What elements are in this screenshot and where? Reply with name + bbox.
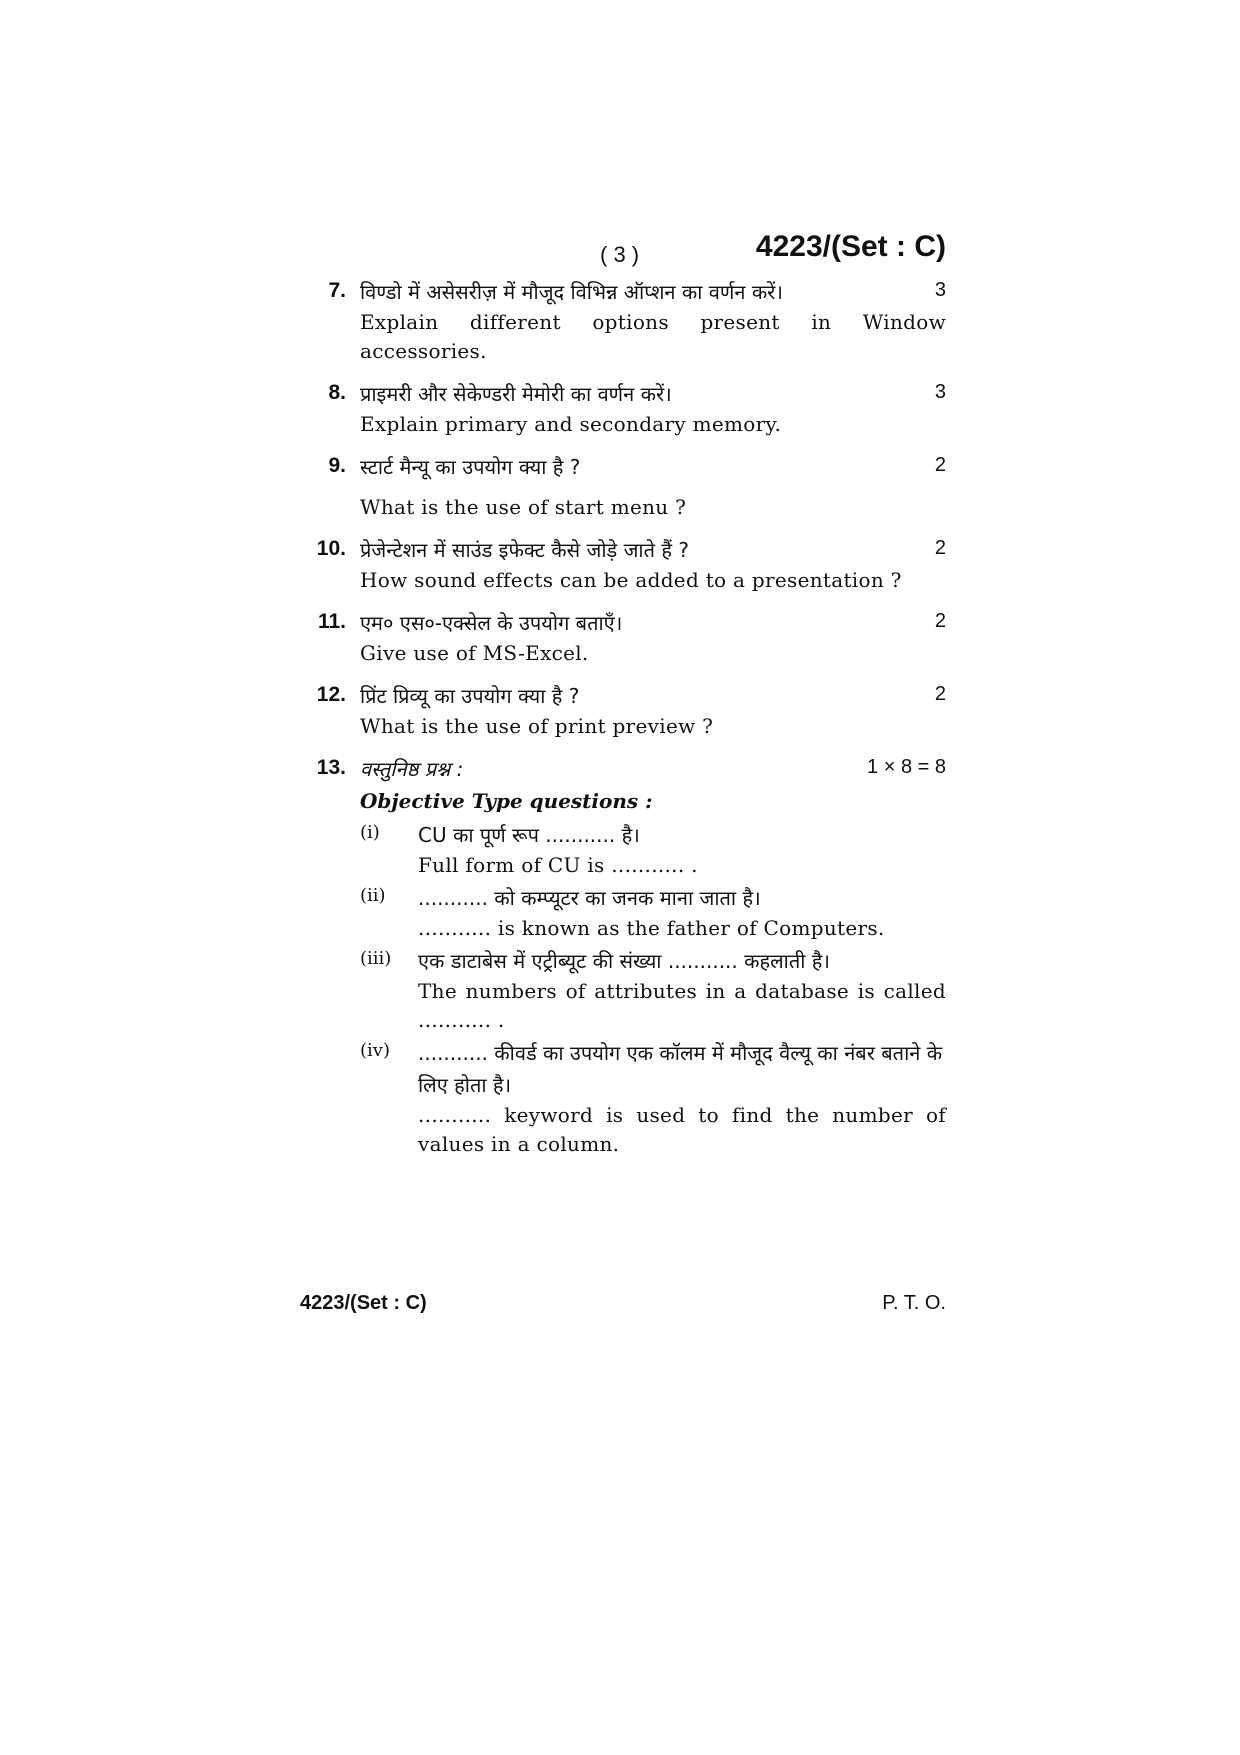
item-label: (iii) bbox=[360, 948, 392, 969]
item-label: (iv) bbox=[360, 1040, 390, 1061]
objective-heading-english: Objective Type questions : bbox=[360, 789, 653, 813]
objective-heading-hindi: वस्तुनिष्ठ प्रश्न : bbox=[360, 757, 464, 781]
question-english: What is the use of print preview ? bbox=[360, 714, 714, 738]
question-marks: 2 bbox=[934, 610, 946, 632]
item-english: Full form of CU is ........... . bbox=[418, 853, 698, 877]
item-hindi: एक डाटाबेस में एट्रीब्यूट की संख्या ........... कहलाती है। bbox=[418, 949, 830, 973]
page-number: ( 3 ) bbox=[600, 242, 640, 267]
question-english: Explain primary and secondary memory. bbox=[360, 412, 782, 436]
set-code: 4223/(Set : C) bbox=[755, 230, 946, 263]
question-marks: 3 bbox=[934, 279, 946, 301]
question-marks: 2 bbox=[934, 683, 946, 705]
question-number: 13. bbox=[316, 756, 346, 779]
question-number: 11. bbox=[317, 610, 346, 633]
objective-item-ii bbox=[360, 882, 946, 943]
item-hindi: CU का पूर्ण रूप ........... है। bbox=[418, 823, 640, 847]
footer-set-code: 4223/(Set : C) bbox=[300, 1292, 427, 1314]
question-marks: 2 bbox=[934, 454, 946, 476]
item-english: ........... is known as the father of Computers. bbox=[418, 916, 885, 940]
item-hindi: ........... को कम्प्यूटर का जनक माना जाता है। bbox=[418, 886, 761, 910]
question-8 bbox=[300, 378, 946, 439]
question-english: Give use of MS-Excel. bbox=[360, 641, 589, 665]
item-english: ........... keyword is used to find the number of values in a column. bbox=[418, 1103, 946, 1156]
question-english: Explain different options present in Window accessories. bbox=[360, 310, 946, 363]
item-label: (ii) bbox=[360, 885, 386, 906]
question-9 bbox=[300, 451, 946, 522]
question-7 bbox=[300, 276, 946, 366]
question-page bbox=[300, 230, 946, 1171]
question-hindi: प्रिंट प्रिव्यू का उपयोग क्या है ? bbox=[360, 684, 580, 708]
item-label: (i) bbox=[360, 822, 380, 843]
question-hindi: स्टार्ट मैन्यू का उपयोग क्या है ? bbox=[360, 455, 581, 479]
question-marks: 3 bbox=[934, 381, 946, 403]
question-hindi: एम० एस०-एक्सेल के उपयोग बताएँ। bbox=[360, 611, 623, 635]
question-marks: 2 bbox=[934, 537, 946, 559]
question-10 bbox=[300, 534, 946, 595]
item-english: The numbers of attributes in a database is called ........... . bbox=[418, 979, 946, 1032]
question-11 bbox=[300, 607, 946, 668]
question-hindi: विण्डो में असेसरीज़ में मौजूद विभिन्न ऑप्शन का वर्णन करें। bbox=[360, 280, 783, 304]
question-number: 12. bbox=[316, 683, 346, 706]
question-number: 10. bbox=[316, 537, 346, 560]
question-number: 9. bbox=[328, 454, 346, 477]
question-13-objective bbox=[300, 753, 946, 1159]
question-hindi: प्राइमरी और सेकेण्डरी मेमोरी का वर्णन करें। bbox=[360, 382, 672, 406]
objective-item-iv bbox=[360, 1037, 946, 1159]
item-hindi: ........... कीवर्ड का उपयोग एक कॉलम में मौजूद वैल्यू का नंबर बताने के लिए होता है। bbox=[418, 1041, 943, 1097]
question-number: 8. bbox=[328, 381, 346, 404]
footer-pto: P. T. O. bbox=[882, 1292, 946, 1314]
question-marks: 1 × 8 = 8 bbox=[867, 756, 946, 778]
question-12 bbox=[300, 680, 946, 741]
objective-item-i bbox=[360, 819, 946, 880]
page-header bbox=[300, 230, 946, 276]
objective-item-iii bbox=[360, 945, 946, 1035]
question-english: What is the use of start menu ? bbox=[360, 495, 687, 519]
question-english: How sound effects can be added to a presentation ? bbox=[360, 568, 902, 592]
question-number: 7. bbox=[328, 279, 346, 302]
question-hindi: प्रेजेन्टेशन में साउंड इफेक्ट कैसे जोड़े जाते हैं ? bbox=[360, 538, 689, 562]
